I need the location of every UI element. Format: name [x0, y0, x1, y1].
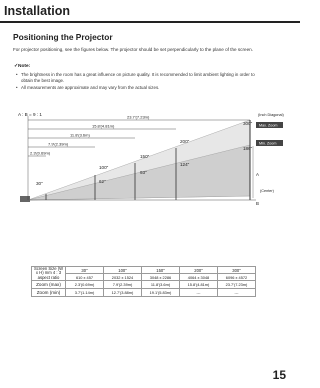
table-row	[32, 289, 256, 297]
note-heading	[14, 64, 30, 69]
screen-size-header: Screen Size (W x H) mm 4 : 3 aspect ratio	[32, 267, 66, 281]
size-cell: 150"	[142, 267, 180, 274]
zoom-min-cell: 3.7'(1.14m)	[66, 289, 104, 297]
intro-paragraph: For projector positioning, see the figures below. The projector should be set perpendicularly to the plane of the screen.	[13, 47, 253, 52]
distance-label: 23.7'(7.23m)	[127, 114, 150, 120]
zoom-max-cell: 7.9'(2.39m)	[104, 281, 142, 289]
header-rule	[0, 21, 300, 23]
min-zoom-label: Min. Zoom	[259, 141, 277, 146]
zoom-min-cell: ---	[218, 289, 256, 297]
table-row	[32, 267, 256, 274]
screen-size-label: 30"	[36, 181, 43, 186]
resolution-cell: 4064 x 3048	[180, 274, 218, 281]
screen-size-label-min: 62"	[99, 179, 106, 184]
section-title: Positioning the Projector	[13, 32, 113, 42]
resolution-cell: 2032 x 1524	[104, 274, 142, 281]
resolution-cell: 3048 x 2286	[142, 274, 180, 281]
table-row	[32, 281, 256, 289]
screen-size-label-min: 124"	[180, 162, 190, 167]
screen-size-label: 200"	[180, 139, 190, 144]
page-title: Installation	[4, 4, 70, 18]
distance-label: 7.9'(2.39m)	[48, 141, 69, 147]
table-row	[32, 274, 256, 281]
distance-label: 11.8'(3.6m)	[70, 132, 90, 138]
center-label: (Center)	[260, 189, 274, 193]
zoom-max-cell: 23.7'(7.23m)	[218, 281, 256, 289]
ratio-label: A : B = 9 : 1	[18, 112, 42, 117]
distance-label: 2.3'(0.69m)	[30, 150, 51, 156]
note-list	[16, 72, 266, 91]
zoom-min-cell: 12.7'(3.88m)	[104, 289, 142, 297]
zoom-max-label: Zoom (max)	[32, 281, 66, 289]
page-header	[0, 0, 300, 22]
screen-size-label: 300"	[243, 121, 253, 126]
note-label: Note:	[18, 64, 31, 69]
zoom-max-cell: 11.8'(3.6m)	[142, 281, 180, 289]
zoom-max-cell: 2.3'(0.69m)	[66, 281, 104, 289]
projection-diagram	[0, 108, 300, 258]
resolution-cell: 610 x 457	[66, 274, 104, 281]
screen-size-label-min: 186"	[243, 146, 253, 151]
zoom-min-cell: 19.1'(5.83m)	[142, 289, 180, 297]
zoom-max-cell: 15.8'(4.81m)	[180, 281, 218, 289]
screen-size-label-min: 93"	[140, 170, 147, 175]
size-cell: 300"	[218, 267, 256, 274]
min-zoom-fan	[28, 145, 250, 200]
distance-label: 15.8'(4.81m)	[92, 123, 115, 129]
page-number: 15	[272, 368, 286, 382]
max-zoom-label: Max. Zoom	[259, 123, 278, 128]
zoom-min-cell: ---	[180, 289, 218, 297]
label-b: B	[256, 201, 259, 206]
screen-size-label: 100"	[99, 165, 109, 170]
size-cell: 30"	[66, 267, 104, 274]
inch-diagonal-label: (Inch Diagonal)	[258, 113, 284, 117]
screen-size-label: 150"	[140, 154, 150, 159]
size-cell: 200"	[180, 267, 218, 274]
check-icon: ✓	[14, 64, 19, 69]
projector-icon	[20, 196, 30, 202]
note-item: • All measurements are approximate and may vary from the actual sizes.	[16, 85, 266, 91]
resolution-cell: 6096 x 4572	[218, 274, 256, 281]
note-item: • The brightness in the room has a great influence on picture quality. It is recommended to limit ambient lighting in order to obtain the best image.	[16, 72, 266, 85]
screen-size-table	[31, 266, 256, 297]
zoom-min-label: Zoom (min)	[32, 289, 66, 297]
label-a: A	[256, 172, 259, 177]
size-cell: 100"	[104, 267, 142, 274]
